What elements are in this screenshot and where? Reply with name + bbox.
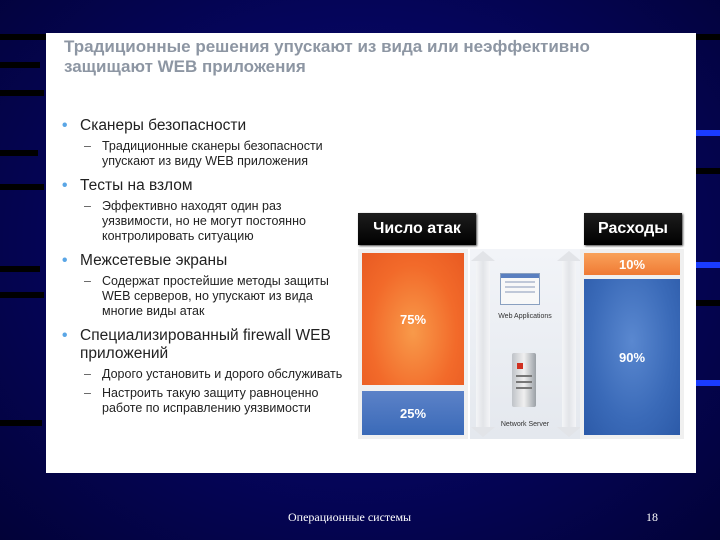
costs-header: Расходы (584, 213, 682, 245)
middle-panel (470, 249, 580, 439)
edge-stripe (0, 150, 38, 156)
attacks-bottom-value: 25% (399, 405, 427, 421)
bullet-icon: • (62, 327, 68, 344)
slide-content (46, 33, 696, 473)
bullet-item (62, 252, 362, 270)
bullet-text: Специализированный firewall WEB приложений (80, 327, 331, 362)
edge-stripe (0, 266, 40, 272)
edge-stripe (0, 34, 46, 40)
edge-stripe (696, 300, 720, 306)
sub-bullet (62, 139, 362, 169)
bullet-icon: • (62, 177, 68, 194)
sub-bullet (62, 199, 362, 244)
bullet-item (62, 117, 362, 135)
sub-bullet (62, 274, 362, 319)
footer-course-name: Операционные системы (288, 510, 412, 524)
attacks-segment-bottom (362, 391, 464, 435)
bullet-text: Межсетевые экраны (80, 252, 228, 269)
edge-stripe (0, 292, 44, 298)
edge-stripe (696, 380, 720, 386)
sub-bullet-line: Традиционные сканеры безопасности (102, 139, 323, 153)
attacks-costs-diagram (358, 213, 688, 443)
title-line: защищают WEB приложения (64, 57, 306, 76)
server-icon (512, 353, 536, 407)
network-server-label: Network Server (500, 421, 550, 428)
edge-stripe (0, 184, 44, 190)
sub-bullet (62, 367, 362, 382)
attacks-header: Число атак (358, 213, 476, 245)
sub-bullet-line: Содержат простейшие методы защиты (102, 274, 329, 288)
dash-icon: – (84, 274, 91, 288)
edge-stripe (0, 420, 42, 426)
costs-top-value: 10% (618, 256, 646, 272)
sub-bullet-line: Эффективно находят один раз (102, 199, 282, 213)
web-applications-label: Web Applications (498, 313, 552, 320)
attacks-top-value: 75% (399, 311, 427, 327)
sub-bullet-line: Дорого установить и дорого обслуживать (102, 367, 343, 381)
sub-bullet-line: работе по исправлению уязвимости (102, 401, 311, 415)
bullet-text: Тесты на взлом (80, 177, 193, 194)
bullet-text: Сканеры безопасности (80, 117, 247, 134)
sub-bullet-line: WEB серверов, но упускают из вида (102, 289, 313, 303)
edge-stripe (696, 130, 720, 136)
costs-segment-bottom (584, 279, 680, 435)
costs-segment-top (584, 253, 680, 275)
edge-stripe (0, 90, 44, 96)
arrow-icon (476, 259, 490, 429)
dash-icon: – (84, 139, 91, 153)
sub-bullet (62, 386, 362, 416)
costs-bottom-value: 90% (618, 349, 646, 365)
edge-stripe (696, 168, 720, 174)
bullet-icon: • (62, 252, 68, 269)
arrow-icon (562, 259, 576, 429)
dash-icon: – (84, 386, 91, 400)
bullet-item (62, 177, 362, 195)
bullet-list (62, 113, 362, 418)
sub-bullet-line: контролировать ситуацию (102, 229, 254, 243)
edge-stripe (696, 34, 720, 40)
sub-bullet-line: Настроить такую защиту равноценно (102, 386, 319, 400)
dash-icon: – (84, 367, 91, 381)
bullet-icon: • (62, 117, 68, 134)
slide-title (64, 37, 664, 77)
edge-stripe (696, 262, 720, 268)
web-applications-icon (500, 273, 540, 305)
bullet-item (62, 327, 362, 363)
sub-bullet-line: многие виды атак (102, 304, 205, 318)
title-line: Традиционные решения упускают из вида или неэффективно (64, 37, 590, 56)
sub-bullet-line: упускают из виду WEB приложения (102, 154, 309, 168)
edge-stripe (0, 62, 40, 68)
sub-bullet-line: уязвимости, но не могут постоянно (102, 214, 306, 228)
attacks-segment-top (362, 253, 464, 385)
attacks-bar (358, 249, 468, 439)
dash-icon: – (84, 199, 91, 213)
costs-bar (580, 249, 684, 439)
page-number: 18 (646, 510, 658, 524)
